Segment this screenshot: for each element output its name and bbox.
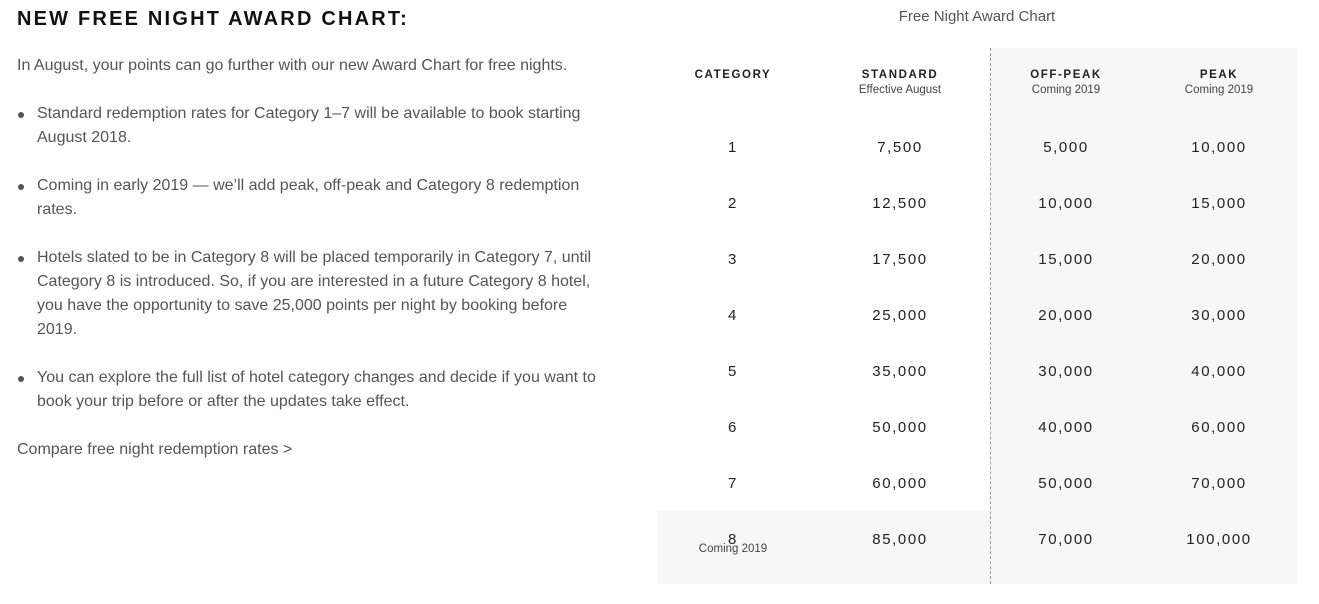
intro-text: In August, your points can go further with our new Award Chart for free nights. (17, 57, 568, 74)
bullet-text: Hotels slated to be in Category 8 will be placed temporarily in Category 7, until Category 8 is introduced. So, if you are interested in a future Category 8 hotel, you have the opportunity to save 25,000 points per night by booking before 2019. (37, 249, 592, 338)
table-cell-off-peak: 10,000 (1038, 195, 1094, 212)
column-header-peak (1139, 68, 1299, 98)
column-header-label: CATEGORY (694, 69, 772, 81)
table-cell-category: 5 (728, 363, 738, 380)
bullet-item (17, 102, 597, 150)
table-cell-off-peak: 15,000 (1038, 251, 1094, 268)
bullet-text: Coming in early 2019 — we’ll add peak, off-peak and Category 8 redemption rates. (37, 177, 580, 218)
table-cell-category: 3 (728, 251, 738, 268)
bullet-list (17, 102, 597, 414)
bullet-item (17, 246, 597, 342)
table-cell-standard: 17,500 (872, 251, 928, 268)
bullet-dot-icon (18, 112, 24, 118)
table-cell-category: 1 (728, 139, 738, 156)
bullet-item (17, 174, 597, 222)
table-cell-category: 8 (728, 531, 738, 548)
column-header-off-peak (986, 68, 1146, 98)
column-header-label: STANDARD (861, 69, 939, 81)
table-cell-standard: 35,000 (872, 363, 928, 380)
bullet-dot-icon (18, 256, 24, 262)
bullet-dot-icon (18, 184, 24, 190)
table-cell-standard: 85,000 (872, 531, 928, 548)
bullet-dot-icon (18, 376, 24, 382)
table-cell-standard: 50,000 (872, 419, 928, 436)
table-cell-off-peak: 50,000 (1038, 475, 1094, 492)
table-cell-off-peak: 30,000 (1038, 363, 1094, 380)
table-cell-category: 4 (728, 307, 738, 324)
compare-rates-link[interactable]: Compare free night redemption rates > (17, 441, 293, 458)
table-cell-standard: 60,000 (872, 475, 928, 492)
table-cell-peak: 10,000 (1191, 139, 1247, 156)
table-cell-category: 7 (728, 475, 738, 492)
table-cell-peak: 100,000 (1186, 531, 1252, 548)
column-header-sublabel: Coming 2019 (1031, 84, 1101, 96)
bullet-text: You can explore the full list of hotel category changes and decide if you want to book your trip before or after the updates take effect. (37, 369, 596, 410)
content-column (17, 0, 597, 462)
table-cell-category: 2 (728, 195, 738, 212)
bullet-item (17, 366, 597, 414)
table-cell-peak: 30,000 (1191, 307, 1247, 324)
table-cell-standard: 7,500 (877, 139, 923, 156)
table-cell-off-peak: 70,000 (1038, 531, 1094, 548)
table-cell-off-peak: 40,000 (1038, 419, 1094, 436)
column-header-category (653, 68, 813, 82)
page-title: NEW FREE NIGHT AWARD CHART: (17, 8, 409, 30)
table-cell-peak: 20,000 (1191, 251, 1247, 268)
table-cell-off-peak: 5,000 (1043, 139, 1089, 156)
table-cell-peak: 40,000 (1191, 363, 1247, 380)
column-header-sublabel: Coming 2019 (1184, 84, 1254, 96)
table-cell-standard: 12,500 (872, 195, 928, 212)
chart-title: Free Night Award Chart (898, 8, 1056, 25)
category-note: Coming 2019 (698, 543, 768, 555)
table-cell-off-peak: 20,000 (1038, 307, 1094, 324)
table-cell-peak: 60,000 (1191, 419, 1247, 436)
column-header-sublabel: Effective August (858, 84, 942, 96)
table-cell-peak: 15,000 (1191, 195, 1247, 212)
column-header-standard (820, 68, 980, 98)
table-cell-standard: 25,000 (872, 307, 928, 324)
bullet-text: Standard redemption rates for Category 1–7 will be available to book starting August 2018. (37, 105, 581, 146)
table-cell-peak: 70,000 (1191, 475, 1247, 492)
table-cell-category: 6 (728, 419, 738, 436)
column-header-label: PEAK (1199, 69, 1239, 81)
column-header-label: OFF-PEAK (1030, 69, 1102, 81)
